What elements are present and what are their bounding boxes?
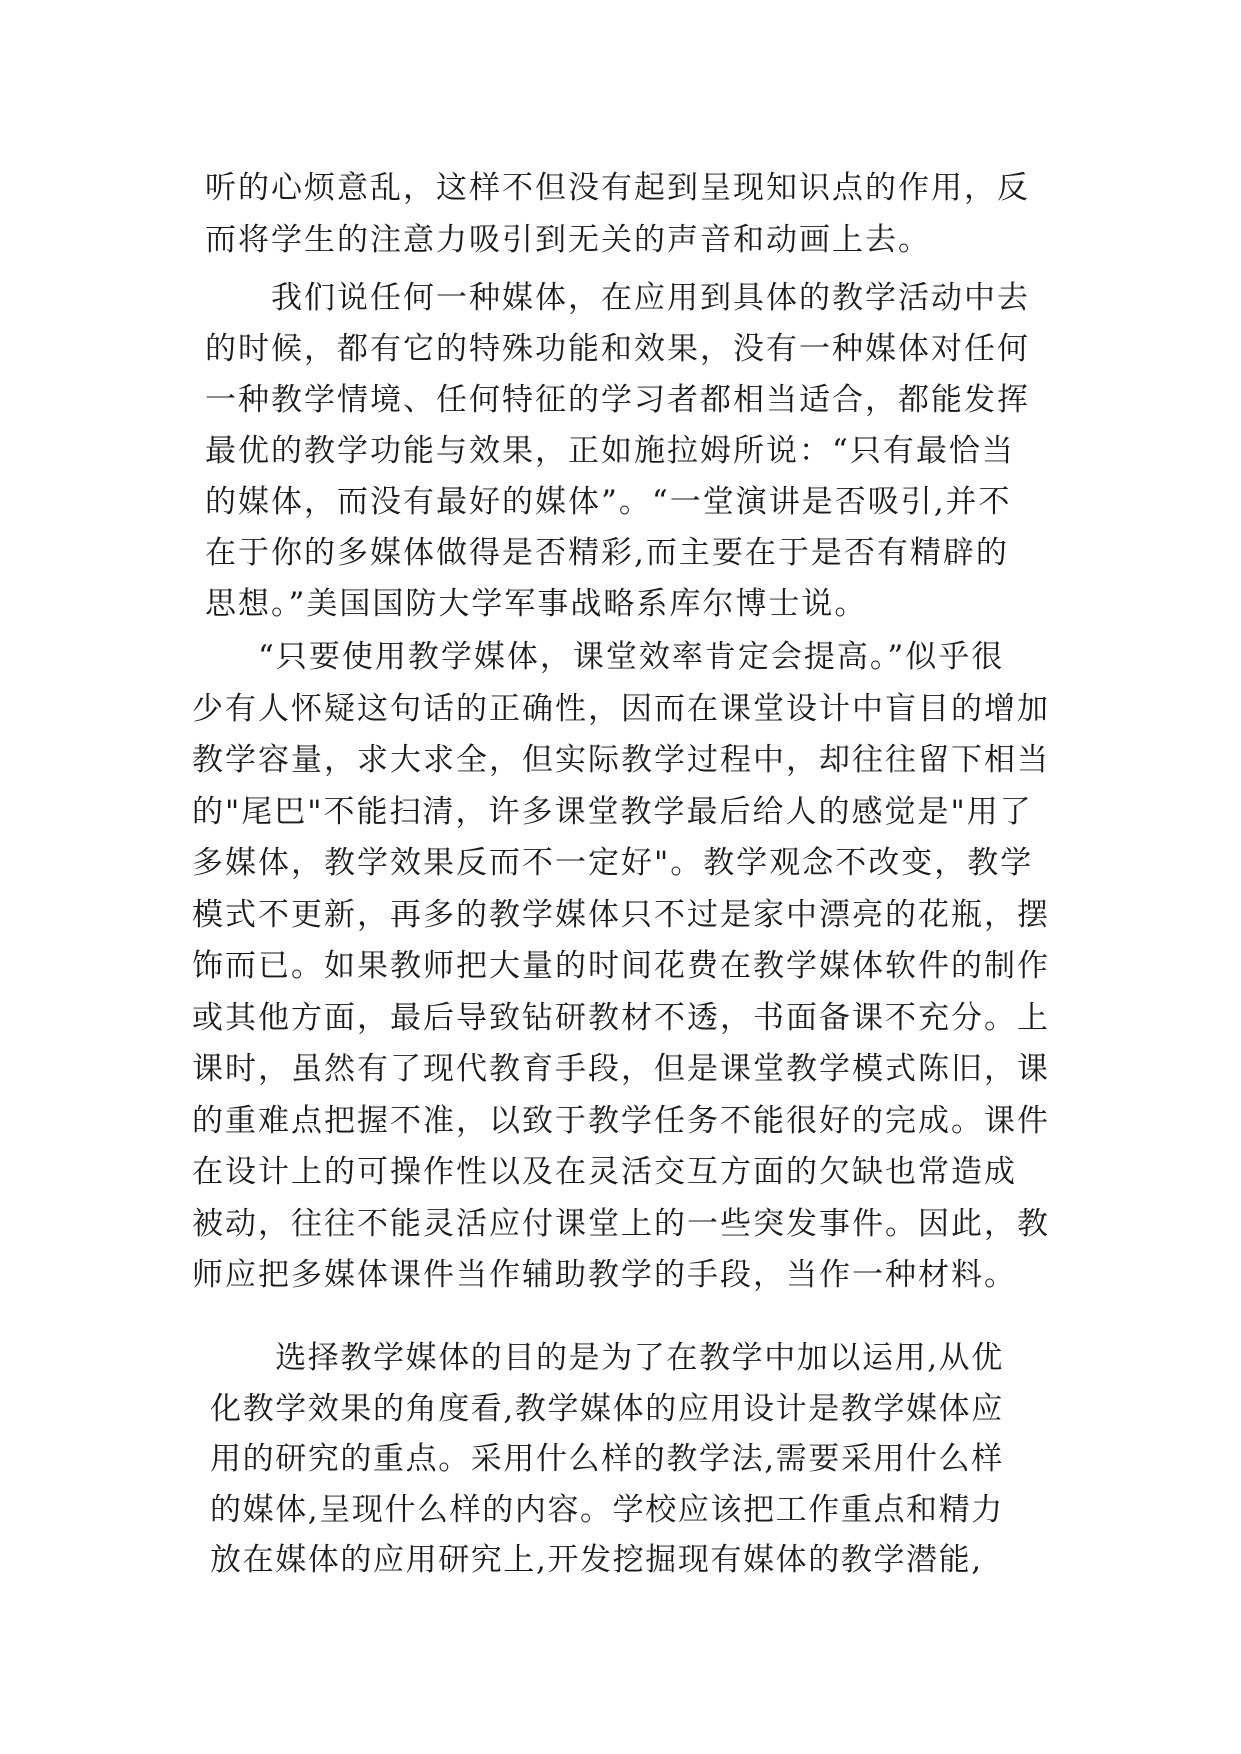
text-line: 的媒体，而没有最好的媒体”。“一堂演讲是否吸引,并不	[205, 484, 1012, 520]
text-line: 而将学生的注意力吸引到无关的声音和动画上去。	[205, 221, 931, 258]
text-line: 的时候，都有它的特殊功能和效果，没有一种媒体对任何	[205, 331, 1030, 367]
text-line: 在设计上的可操作性以及在灵活交互方面的欠缺也常造成	[192, 1154, 1017, 1190]
text-line: 少有人怀疑这句话的正确性，因而在课堂设计中盲目的增加	[192, 690, 1050, 727]
paragraph-4	[210, 1333, 1004, 1586]
text-line: 一种教学情境、任何特征的学习者都相当适合，都能发挥	[205, 382, 1030, 418]
text-line: 课时，虽然有了现代教育手段，但是课堂教学模式陈旧，课	[192, 1051, 1050, 1087]
text-line: 选择教学媒体的目的是为了在教学中加以运用,从优	[210, 1340, 1004, 1376]
text-line: 在于你的多媒体做得是否精彩,而主要在于是否有精辟的	[205, 535, 1009, 571]
text-line: 听的心烦意乱，这样不但没有起到呈现知识点的作用，反	[205, 170, 1030, 206]
paragraph-1	[205, 163, 1030, 266]
text-line: 的重难点把握不准，以致于教学任务不能很好的完成。课件	[192, 1102, 1050, 1139]
paragraph-2	[205, 273, 1030, 630]
text-line: 多媒体，教学效果反而不一定好"。教学观念不改变，教学	[192, 845, 1034, 881]
text-line: 被动，往往不能灵活应付课堂上的一些突发事件。因此，教	[192, 1205, 1050, 1242]
text-line: 饰而已。如果教师把大量的时间花费在教学媒体软件的制作	[192, 948, 1050, 984]
text-line: 教学容量，求大求全，但实际教学过程中，却往往留下相当	[192, 742, 1050, 778]
text-line: 的"尾巴"不能扫清，许多课堂教学最后给人的感觉是"用了	[192, 793, 1033, 830]
text-line: 放在媒体的应用研究上,开发挖掘现有媒体的教学潜能,	[210, 1542, 983, 1578]
paragraph-3	[192, 632, 1050, 1302]
text-line: 或其他方面，最后导致钻研教材不透，书面备课不充分。上	[192, 999, 1050, 1036]
text-line: 最优的教学功能与效果，正如施拉姆所说：“只有最恰当	[205, 433, 1015, 469]
text-line: 师应把多媒体课件当作辅助教学的手段，当作一种材料。	[192, 1257, 1017, 1293]
text-line: “只要使用教学媒体，课堂效率肯定会提高。”似乎很	[192, 639, 1005, 675]
text-line: 化教学效果的角度看,教学媒体的应用设计是教学媒体应	[210, 1390, 1004, 1427]
text-line: 的媒体,呈现什么样的内容。学校应该把工作重点和精力	[210, 1491, 1004, 1528]
text-line: 我们说任何一种媒体，在应用到具体的教学活动中去	[205, 280, 1030, 316]
text-line: 用的研究的重点。采用什么样的教学法,需要采用什么样	[210, 1441, 1004, 1477]
text-line: 思想。”美国国防大学军事战略系库尔博士说。	[205, 586, 868, 622]
text-line: 模式不更新，再多的教学媒体只不过是家中漂亮的花瓶，摆	[192, 896, 1050, 933]
